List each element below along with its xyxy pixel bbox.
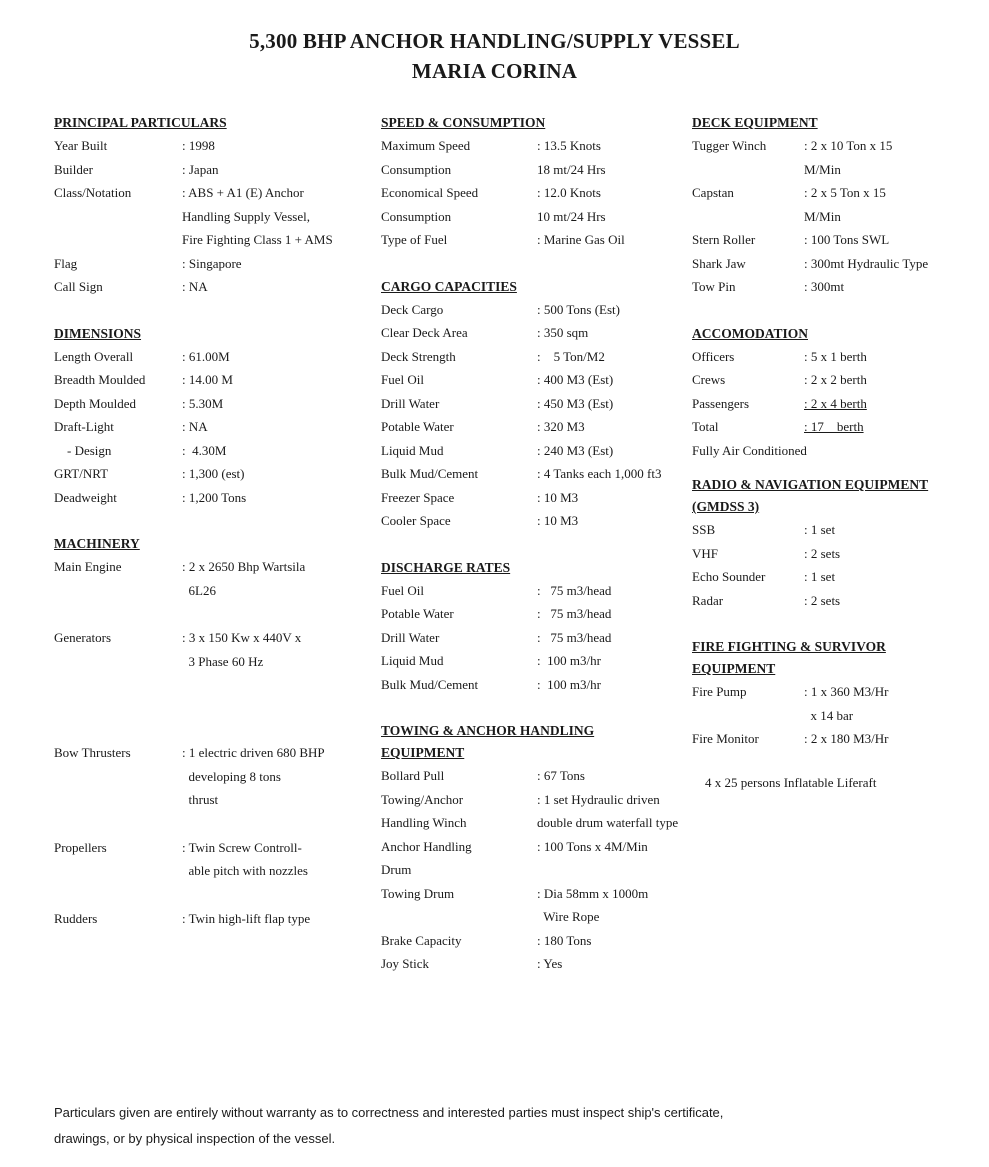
spec-row: Class/Notation : ABS + A1 (E) Anchor [54, 185, 304, 200]
liferaft-note: 4 x 25 persons Inflatable Liferaft [705, 775, 877, 790]
spacer [54, 602, 372, 626]
spec-row: Fire Monitor : 2 x 180 M3/Hr [692, 731, 889, 746]
spacer [54, 299, 372, 323]
spec-row: Towing/Anchor : 1 set Hydraulic driven [381, 791, 660, 807]
spec-row: Generators : 3 x 150 Kw x 440V x [54, 630, 302, 645]
fire-fighting-heading-line-2: EQUIPMENT [692, 661, 776, 676]
spec-row: Propellers : Twin Screw Controll- [54, 839, 302, 855]
spec-row: Bow Thrusters : 1 electric driven 680 BHP [54, 745, 325, 760]
fire-fighting-heading: FIRE FIGHTING & SURVIVOR [692, 639, 886, 654]
spec-row: SSB : 1 set [692, 522, 836, 537]
spec-row: Fuel Oil : 75 m3/head [381, 582, 612, 598]
spec-row: Deck Strength : 5 Ton/M2 [381, 348, 605, 364]
spec-row: Potable Water : 75 m3/head [381, 606, 612, 621]
spec-row: 3 Phase 60 Hz [182, 653, 264, 669]
spec-row: Shark Jaw : 300mt Hydraulic Type [692, 255, 929, 271]
spec-row: GRT/NRT : 1,300 (est) [54, 466, 245, 481]
spec-row: Consumption 10 mt/24 Hrs [381, 208, 606, 224]
spec-row: M/Min [804, 161, 841, 177]
spec-row: Deadweight : 1,200 Tons [54, 489, 247, 505]
spec-row: Wire Rope [537, 909, 600, 924]
spacer [54, 812, 372, 836]
spec-row: Echo Sounder : 1 set [692, 569, 836, 584]
disclaimer [54, 1100, 954, 1152]
spec-row: Stern Roller : 100 Tons SWL [692, 232, 890, 247]
column-right [692, 112, 984, 751]
spec-row: Fuel Oil : 400 M3 (Est) [381, 372, 614, 387]
spec-row: Towing Drum : Dia 58mm x 1000m [381, 885, 649, 901]
machinery-heading: MACHINERY [54, 536, 140, 551]
gmdss-heading: (GMDSS 3) [692, 499, 760, 514]
spec-row: Rudders : Twin high-lift flap type [54, 910, 311, 926]
spec-row: - Design : 4.30M [54, 442, 227, 458]
spec-row: Total : 17 berth [692, 419, 864, 434]
towing-heading: TOWING & ANCHOR HANDLING [381, 723, 595, 738]
spec-row: Tow Pin : 300mt [692, 279, 845, 294]
spec-row: Passengers : 2 x 4 berth [692, 395, 867, 411]
spec-row: Builder : Japan [54, 161, 219, 177]
spec-row: Call Sign : NA [54, 279, 208, 294]
spec-row: Depth Moulded : 5.30M [54, 395, 224, 411]
vessel-name: MARIA CORINA [411, 59, 578, 83]
spec-row: Cooler Space : 10 M3 [381, 513, 579, 528]
spec-row: Drum [381, 862, 412, 877]
spec-row: Brake Capacity : 180 Tons [381, 932, 592, 948]
dimensions-heading: DIMENSIONS [54, 325, 142, 341]
disclaimer-line-2: drawings, or by physical inspection of the vessel. [54, 1131, 336, 1146]
spec-row: Bulk Mud/Cement : 100 m3/hr [381, 676, 601, 692]
title-line-1: 5,300 BHP ANCHOR HANDLING/SUPPLY VESSEL [249, 29, 740, 53]
cargo-capacities-heading: CARGO CAPACITIES [381, 278, 517, 294]
spec-row: Breadth Moulded : 14.00 M [54, 372, 233, 387]
spec-row: Handling Winch double drum waterfall type [381, 815, 679, 830]
towing-heading-line-2: EQUIPMENT [381, 745, 465, 760]
spec-row: Year Built : 1998 [54, 138, 215, 153]
spec-row: Freezer Space : 10 M3 [381, 489, 579, 505]
spec-row: thrust [182, 792, 219, 807]
spec-row: Draft-Light : NA [54, 419, 208, 434]
spec-row: VHF : 2 sets [692, 545, 841, 561]
spec-row: 6L26 [182, 582, 216, 598]
spec-row: Drill Water : 450 M3 (Est) [381, 395, 614, 411]
spacer [692, 462, 984, 474]
spacer [54, 673, 372, 741]
spec-row: Fire Fighting Class 1 + AMS [182, 232, 333, 247]
spec-row: M/Min [804, 208, 841, 224]
radio-navigation-heading: RADIO & NAVIGATION EQUIPMENT [692, 477, 929, 492]
spec-row: Anchor Handling : 100 Tons x 4M/Min [381, 838, 648, 854]
disclaimer-line-1: Particulars given are entirely without warranty as to correctness and interested parties must inspect ship's certificate, [54, 1105, 724, 1120]
discharge-rates-heading: DISCHARGE RATES [381, 559, 511, 575]
spec-row: Handling Supply Vessel, [182, 208, 310, 224]
spec-row: Potable Water : 320 M3 [381, 419, 585, 434]
spacer [692, 612, 984, 636]
spec-row: Bulk Mud/Cement : 4 Tanks each 1,000 ft3 [381, 466, 662, 481]
spec-row: Deck Cargo : 500 Tons (Est) [381, 301, 620, 317]
spec-row: Drill Water : 75 m3/head [381, 629, 612, 645]
spacer [54, 509, 372, 533]
principal-particulars-heading: PRINCIPAL PARTICULARS [54, 115, 227, 130]
accommodation-heading: ACCOMODATION [692, 325, 808, 341]
speed-consumption-heading: SPEED & CONSUMPTION [381, 115, 546, 130]
spec-row: Capstan : 2 x 5 Ton x 15 [692, 185, 886, 200]
spec-row: Main Engine : 2 x 2650 Bhp Wartsila [54, 559, 306, 574]
spec-row: Liquid Mud : 240 M3 (Est) [381, 442, 614, 458]
spacer [381, 533, 691, 557]
spec-row: Maximum Speed : 13.5 Knots [381, 138, 601, 153]
spec-row: developing 8 tons [182, 768, 281, 784]
spec-row: Fire Pump : 1 x 360 M3/Hr [692, 684, 889, 699]
spacer [381, 252, 691, 276]
spec-row: Liquid Mud : 100 m3/hr [381, 653, 601, 668]
spec-row: Bollard Pull : 67 Tons [381, 768, 585, 783]
spec-row: Joy Stick : Yes [381, 956, 563, 971]
spec-row: Length Overall : 61.00M [54, 348, 230, 364]
spec-row: Radar : 2 sets [692, 592, 841, 608]
document-title [0, 26, 989, 86]
spec-row: Officers : 5 x 1 berth [692, 348, 867, 364]
spec-row: Crews : 2 x 2 berth [692, 372, 867, 387]
spec-row: Tugger Winch : 2 x 10 Ton x 15 [692, 138, 893, 153]
spec-row: Clear Deck Area : 350 sqm [381, 325, 589, 340]
spacer [54, 883, 372, 907]
column-middle [381, 112, 691, 976]
spacer [381, 696, 691, 720]
spec-row: Flag : Singapore [54, 255, 242, 271]
deck-equipment-heading: DECK EQUIPMENT [692, 115, 818, 130]
spacer [692, 299, 984, 323]
spec-row: Type of Fuel : Marine Gas Oil [381, 232, 625, 247]
spec-row: Consumption 18 mt/24 Hrs [381, 161, 606, 177]
spec-row: able pitch with nozzles [182, 863, 308, 878]
spec-row: x 14 bar [804, 707, 854, 723]
column-left [54, 112, 372, 930]
spec-row: Economical Speed : 12.0 Knots [381, 185, 601, 200]
air-conditioned-note: Fully Air Conditioned [692, 442, 807, 458]
